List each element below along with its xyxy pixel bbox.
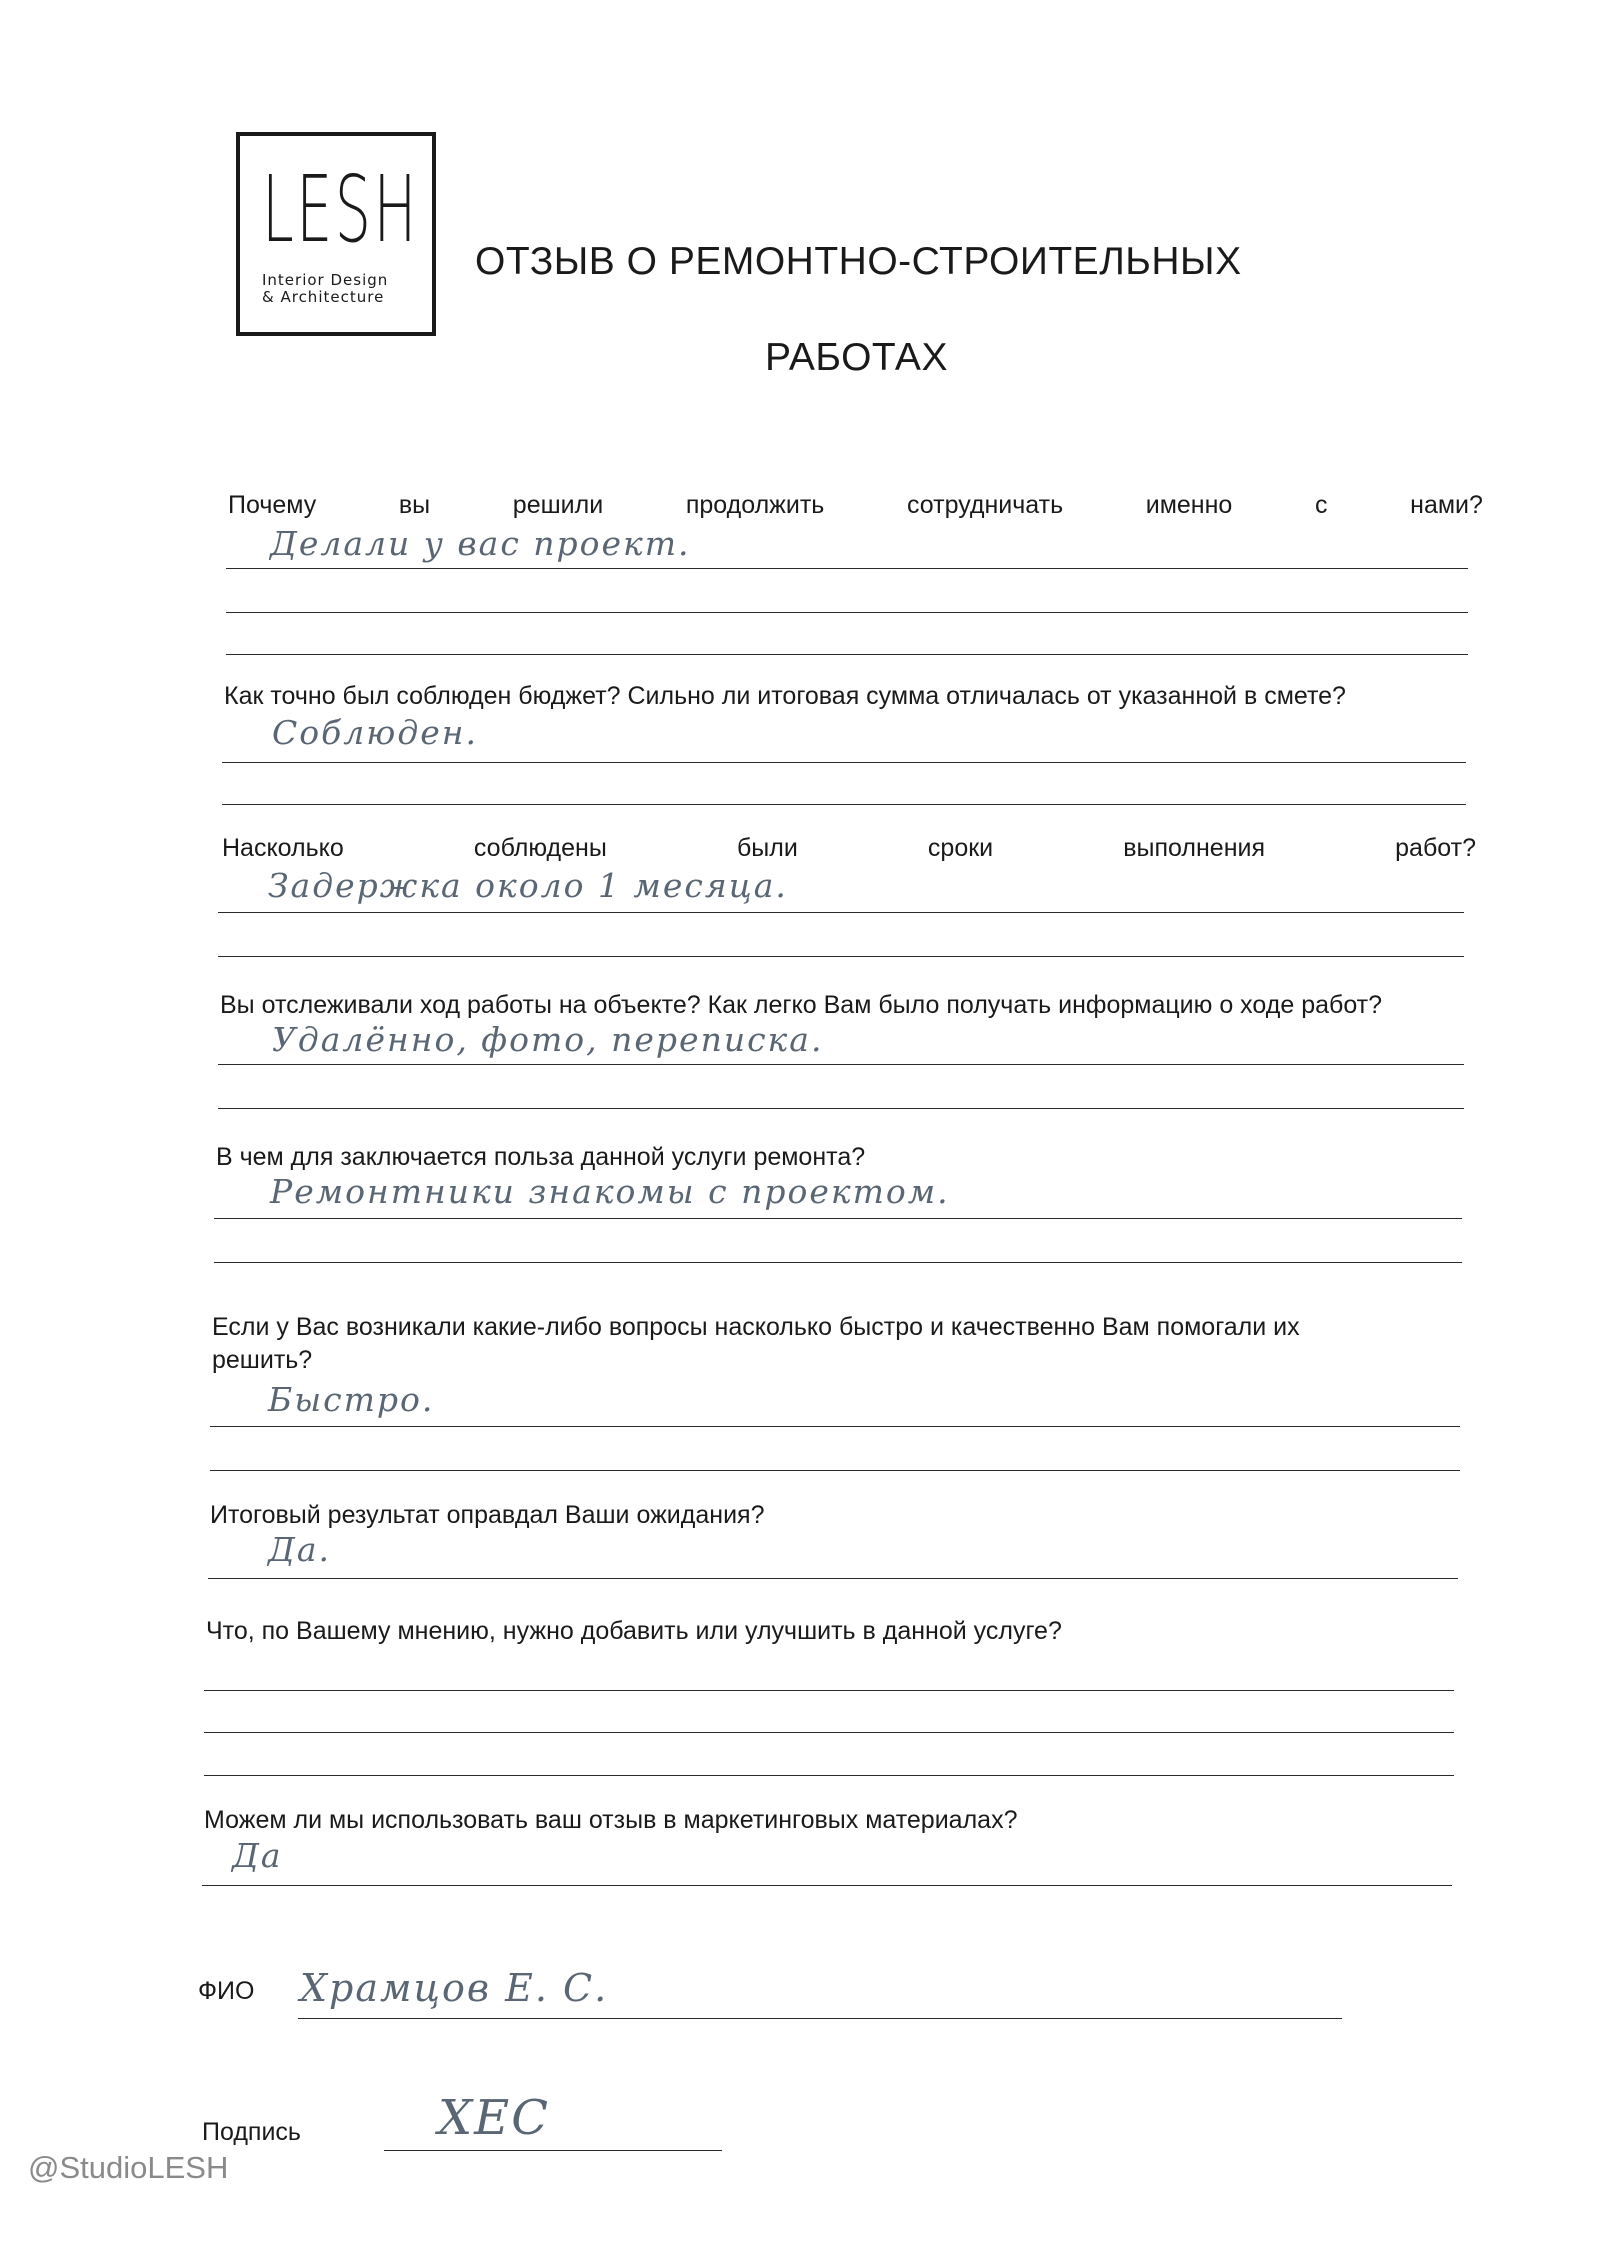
question-3: [222, 833, 1476, 864]
answer-line: [218, 1064, 1464, 1065]
question-3-word: сроки: [927, 834, 994, 862]
question-4: Вы отслеживали ход работы на объекте? Как легко Вам было получать информацию о ходе работ?: [220, 991, 1383, 1019]
question-1-word: с: [1314, 491, 1328, 519]
answer-line: [214, 1218, 1462, 1219]
answer-2-handwriting: Соблюден.: [272, 713, 478, 752]
answer-line: [222, 804, 1466, 805]
question-6-line1: Если у Вас возникали какие-либо вопросы насколько быстро и качественно Вам помогали их: [212, 1313, 1300, 1341]
question-7: Итоговый результат оправдал Ваши ожидания?: [210, 1501, 765, 1529]
question-3-word: работ?: [1395, 834, 1476, 862]
signature-label: Подпись: [202, 2118, 301, 2146]
question-1: [228, 490, 1483, 521]
answer-9-handwriting: Да: [232, 1836, 283, 1875]
question-2: Как точно был соблюден бюджет? Сильно ли итоговая сумма отличалась от указанной в смете?: [224, 682, 1346, 710]
logo-subtitle: [262, 272, 432, 306]
answer-3-handwriting: Задержка около 1 месяца.: [268, 866, 788, 905]
fio-line: [298, 2018, 1342, 2019]
fio-label: ФИО: [198, 1977, 255, 2005]
signature-line: [384, 2150, 722, 2151]
question-1-word: нами?: [1410, 491, 1483, 519]
question-3-word: выполнения: [1123, 834, 1266, 862]
form-title-line1: ОТЗЫВ О РЕМОНТНО-СТРОИТЕЛЬНЫХ: [475, 240, 1242, 283]
answer-7-handwriting: Да.: [268, 1530, 331, 1569]
answer-line: [226, 654, 1468, 655]
question-1-word: решили: [512, 491, 604, 519]
answer-1-handwriting: Делали у вас проект.: [270, 524, 691, 563]
form-title-line2: РАБОТАХ: [765, 336, 948, 379]
answer-4-handwriting: Удалённо, фото, переписка.: [272, 1020, 824, 1059]
question-3-word: Насколько: [222, 834, 344, 862]
answer-line: [218, 956, 1464, 957]
studio-watermark: @StudioLESH: [28, 2150, 229, 2185]
question-1-word: продолжить: [685, 491, 825, 519]
question-1-word: Почему: [228, 491, 317, 519]
signature-handwriting: ХЕС: [438, 2090, 550, 2146]
answer-line: [226, 612, 1468, 613]
logo-wordmark: LESH: [262, 156, 419, 263]
answer-line: [204, 1775, 1454, 1776]
question-1-word: именно: [1145, 491, 1233, 519]
question-1-word: вы: [398, 491, 431, 519]
question-3-word: были: [736, 834, 798, 862]
question-3-word: соблюдены: [473, 834, 607, 862]
logo-subtitle-line2: & Architecture: [262, 288, 385, 306]
answer-line: [208, 1578, 1458, 1579]
answer-6-handwriting: Быстро.: [268, 1380, 435, 1419]
answer-line: [218, 1108, 1464, 1109]
answer-line: [204, 1690, 1454, 1691]
answer-line: [222, 762, 1466, 763]
fio-handwriting: Храмцов Е. С.: [300, 1966, 609, 2010]
answer-line: [202, 1885, 1452, 1886]
answer-5-handwriting: Ремонтники знакомы с проектом.: [270, 1172, 950, 1211]
answer-line: [210, 1426, 1460, 1427]
question-9: Можем ли мы использовать ваш отзыв в маркетинговых материалах?: [204, 1806, 1018, 1834]
question-6-line2: решить?: [212, 1346, 313, 1374]
answer-line: [214, 1262, 1462, 1263]
answer-line: [204, 1732, 1454, 1733]
question-1-word: сотрудничать: [907, 491, 1064, 519]
lesh-logo: [236, 132, 436, 336]
answer-line: [218, 912, 1464, 913]
question-5: В чем для заключается польза данной услуги ремонта?: [216, 1143, 866, 1171]
logo-subtitle-line1: Interior Design: [262, 271, 389, 289]
answer-line: [210, 1470, 1460, 1471]
question-8: Что, по Вашему мнению, нужно добавить или улучшить в данной услуге?: [206, 1617, 1062, 1645]
answer-line: [226, 568, 1468, 569]
